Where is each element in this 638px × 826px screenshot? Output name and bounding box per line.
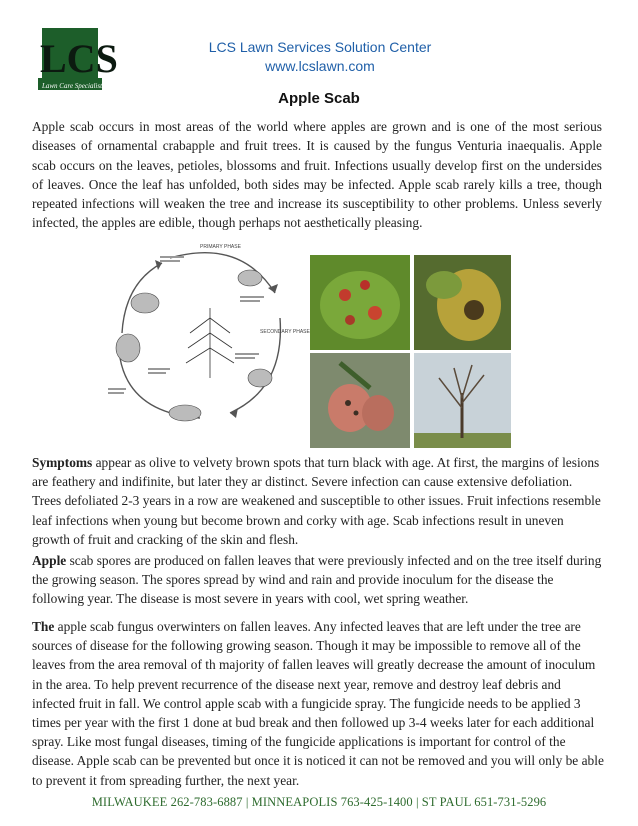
disease-cycle-diagram xyxy=(100,238,310,428)
logo-tagline: Lawn Care Specialists xyxy=(42,82,105,90)
company-website[interactable]: www.lcslawn.com xyxy=(265,58,375,74)
page-title: Apple Scab xyxy=(278,90,360,107)
infected-leaves-photo xyxy=(414,255,511,350)
symptoms-lead: Symptoms xyxy=(32,455,93,470)
symptoms-paragraph xyxy=(32,453,604,549)
scabbed-leaf-photo xyxy=(310,255,410,350)
leaf-sketch xyxy=(116,270,272,421)
spores-text: scab spores are produced on fallen leaves that were previously infected and on the tree itself during the growing season. The spores spread by wind and rain and provide inoculum for the disease the following year. The disease is most severe in years with cool, wet spring weather. xyxy=(32,553,602,607)
control-paragraph xyxy=(32,617,604,790)
symptoms-text: appear as olive to velvety brown spots that turn black with age. At first, the margins of lesions are feathery and indifinite, but later they ar distinct. Severe infection can cause extensive defoliation. Trees defoliated 2-3 years in a row are weakened and susceptible to other issues. Fruit infections resemble leaf infections when young but become brown and corky with age. Scab infections result in uneven growth of fruit and cracking of the skin and flesh. xyxy=(32,455,601,547)
spores-paragraph xyxy=(32,551,604,609)
secondary-phase-label: SECONDARY PHASE xyxy=(260,329,310,335)
company-logo xyxy=(38,22,118,92)
defoliated-tree-photo xyxy=(414,353,511,448)
control-lead: The xyxy=(32,619,55,634)
intro-paragraph: Apple scab occurs in most areas of the world where apples are grown and is one of the most serious diseases of ornamental crabapple and fruit trees. It is caused by the fungus Venturia inaequalis. Apple scab occurs on the leaves, petioles, blossoms and fruit. Infections usually develop first on the undersides of leaves. Once the leaf has unfolded, both sides may be infected. Apple scab rarely kills a tree, though repeated infections will weaken the tree and increase its susceptibility to other problems. Unless severly infected, the apples are edible, though perhaps not aesthetically pleasing. xyxy=(32,119,602,231)
tree-sketch xyxy=(186,308,234,378)
footer-contacts: MILWAUKEE 262-783-6887 | MINNEAPOLIS 763-425-1400 | ST PAUL 651-731-5296 xyxy=(91,795,547,809)
control-text: apple scab fungus overwinters on fallen leaves. Any infected leaves that are left under the tree are sources of disease for the following growing season. Though it may be impossible to remove all of the leaves from the area removal of th majority of fallen leaves will greatly decrease the amount of inoculum in the area. To help prevent recurrence of the disease next year, remove and destroy leaf debris and infected fruit in fall. We control apple scab with a fungicide spray. The fungicide needs to be applied 3 times per year with the first 1 done at bud break and then followed up 3-4 weeks later for each additional spray. Like most fungal diseases, timing of the fungicide applications is important for control of the disease. Apple scab can be prevented but once it is noticed it can not be removed and you will only be able to prevent it from spreading further, the next year. xyxy=(32,619,604,788)
company-name: LCS Lawn Services Solution Center xyxy=(208,39,432,55)
primary-phase-label: PRIMARY PHASE xyxy=(200,244,241,250)
scabbed-fruit-photo xyxy=(310,353,410,448)
logo-letters: LCS xyxy=(40,36,118,81)
spores-lead: Apple xyxy=(32,553,67,568)
